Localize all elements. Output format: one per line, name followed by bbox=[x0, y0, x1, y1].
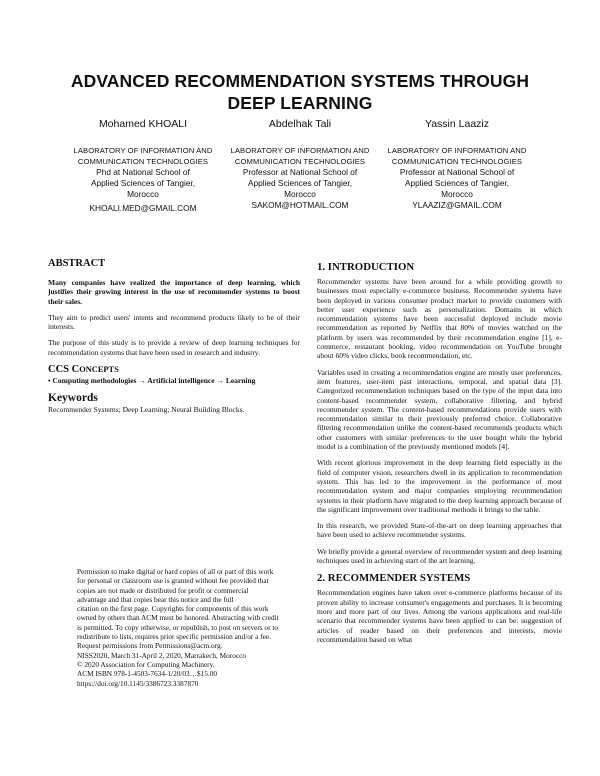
intro-paragraph: Recommender systems have been around for a while providing growth to businesses most especially e-commerce business. Recommender systems have been deployed in various consumer product market to provide customers with better user experience such as personalization. Domains in which recommendation systems have been successful deployed include movie recommendation as reported by Netflix that 80% of movies watched on the platform by users was recommended by their recommendation engine [1], e-commerce, restaurant booking, video recommendation on YouTube brought about 60% video clicks, book recommendation, etc. bbox=[317, 277, 562, 361]
keywords-heading: Keywords bbox=[48, 391, 98, 404]
permission-line: Permission to make digital or hard copies of all or part of this work bbox=[77, 567, 274, 576]
permission-line: citation on the first page. Copyrights for components of this work bbox=[77, 604, 269, 614]
author-affiliation: LABORATORY OF INFORMATION AND bbox=[387, 146, 527, 155]
right-column bbox=[317, 261, 562, 651]
permission-line: advantage and that copies bear this notice and the full bbox=[77, 594, 234, 604]
abstract-paragraph: They aim to predict users' intents and recommend products likely to be of their interests. bbox=[48, 312, 300, 332]
permission-line: Request permissions from Permissions@acm.org. bbox=[77, 641, 223, 651]
permission-line: for personal or classroom use is granted without fee provided that bbox=[77, 576, 269, 586]
author-name: Mohamed KHOALI bbox=[98, 118, 188, 130]
ccs-item: • Computing methodologies → Artificial intelligence → Learning bbox=[48, 376, 256, 386]
author-affiliation: LABORATORY OF INFORMATION AND bbox=[73, 146, 213, 155]
author-affiliation: Professor at National School of bbox=[399, 167, 515, 177]
intro-paragraph: In this research, we provided State-of-the-art on deep learning approaches that have been used to achieve recommender systems. bbox=[317, 521, 562, 540]
ccs-heading-initial: CCS C bbox=[48, 364, 80, 376]
author-name: Yassin Laaziz bbox=[424, 118, 489, 130]
section2-paragraph: Recommendation engines have taken over e-commerce platforms because of its proven ability to increase consumer's engagements and purchases. It is becoming more and more part of our lives. Among the various applications and real-life scenario that recommender systems have been applied to can be: suggestion of articles of reader based on their preferences and interests, movie recommendation based on what bbox=[317, 588, 562, 644]
author-3 bbox=[362, 118, 552, 211]
author-email[interactable]: YLAAZIZ@GMAIL.COM bbox=[412, 200, 502, 210]
author-name: Abdelhak Tali bbox=[268, 118, 332, 130]
author-affiliation: Morocco bbox=[127, 189, 159, 199]
author-affiliation: COMMUNICATION TECHNOLOGIES bbox=[77, 157, 209, 166]
intro-paragraph: With recent glorious improvement in the deep learning field especially in the field of computer vision, researchers dwell in its application to recommendation system. This has led to the improvement in the performance of most recommendation system and major companies employing recommendation systems in their platform have migrated to the deep learning approach because of the significant improvement over traditional methods it brings to the table. bbox=[317, 458, 562, 514]
title-line-1: ADVANCED RECOMMENDATION SYSTEMS THROUGH bbox=[70, 71, 530, 91]
keywords-text: Recommender Systems; Deep Learning; Neural Building Blocks. bbox=[48, 404, 245, 414]
author-affiliation: Phd at National School of bbox=[96, 167, 190, 177]
permission-line: is permitted. To copy otherwise, or republish, to post on servers or to bbox=[77, 622, 278, 632]
author-affiliation: LABORATORY OF INFORMATION AND bbox=[230, 146, 370, 155]
permission-line: owned by others than ACM must be honored. Abstracting with credit bbox=[77, 613, 279, 623]
author-affiliation: COMMUNICATION TECHNOLOGIES bbox=[234, 157, 366, 166]
author-affiliation: Applied Sciences of Tangier, bbox=[247, 178, 353, 188]
author-email[interactable]: KHOALI.MED@GMAIL.COM bbox=[89, 203, 197, 213]
title-line-2: DEEP LEARNING bbox=[227, 93, 373, 113]
author-affiliation: Morocco bbox=[284, 189, 316, 199]
abstract-heading: ABSTRACT bbox=[48, 258, 106, 269]
paper-title bbox=[40, 70, 560, 114]
permission-line: © 2020 Association for Computing Machinery. bbox=[77, 659, 215, 669]
permission-line: NISS2020, March 31-April 2, 2020, Marrakech, Morocco bbox=[77, 650, 247, 660]
abstract-paragraph: The purpose of this study is to provide a review of deep learning techniques for recommendation systems that have been used in research and industry. bbox=[48, 338, 300, 357]
ccs-heading bbox=[48, 365, 300, 374]
section2-heading: 2. RECOMMENDER SYSTEMS bbox=[317, 572, 471, 585]
author-email[interactable]: SAKOM@HOTMAIL.COM bbox=[251, 200, 349, 210]
author-affiliation: Applied Sciences of Tangier, bbox=[90, 178, 196, 188]
author-affiliation: Professor at National School of bbox=[242, 167, 358, 177]
intro-paragraph: Variables used in creating a recommendation engine are mostly user preferences, item features, user-item past interactions, temporal, and spatial data [3]. Categorized recommendation techniques based on the type of the input data into content-based recommender system, collaborative filtering, and hybrid recommender system. The content-based recommendations provide users with recommendation similar to their previously preferred choice. Collaborative filtering recommendation unlike the content-based recommends products which other customers with similar preferences to the user bought while the hybrid model is a combination of the previously mentioned models [4]. bbox=[317, 367, 562, 452]
left-column bbox=[48, 257, 300, 421]
ccs-heading-rest: ONCEPTS bbox=[79, 365, 119, 375]
abstract-paragraph: Many companies have realized the importance of deep learning, which justifies their growing interest in the use of recommender systems to boost their sales. bbox=[48, 278, 300, 306]
permission-line: copies are not made or distributed for profit or commercial bbox=[77, 585, 249, 595]
author-affiliation: COMMUNICATION TECHNOLOGIES bbox=[391, 157, 523, 166]
permission-line: ACM ISBN 978-1-4503-7634-1/20/03…$15.00 bbox=[77, 669, 218, 679]
permission-line: redistribute to lists, requires prior specific permission and/or a fee. bbox=[77, 632, 271, 642]
permission-block bbox=[77, 567, 312, 688]
author-affiliation: Applied Sciences of Tangier, bbox=[404, 178, 510, 188]
permission-line[interactable]: https://doi.org/10.1145/3386723.3387870 bbox=[77, 678, 199, 688]
introduction-heading: 1. INTRODUCTION bbox=[317, 261, 415, 273]
author-affiliation: Morocco bbox=[441, 189, 473, 199]
intro-paragraph: We briefly provide a general overview of recommender system and deep learning techniques used in achieving start of the art learning. bbox=[317, 546, 562, 566]
